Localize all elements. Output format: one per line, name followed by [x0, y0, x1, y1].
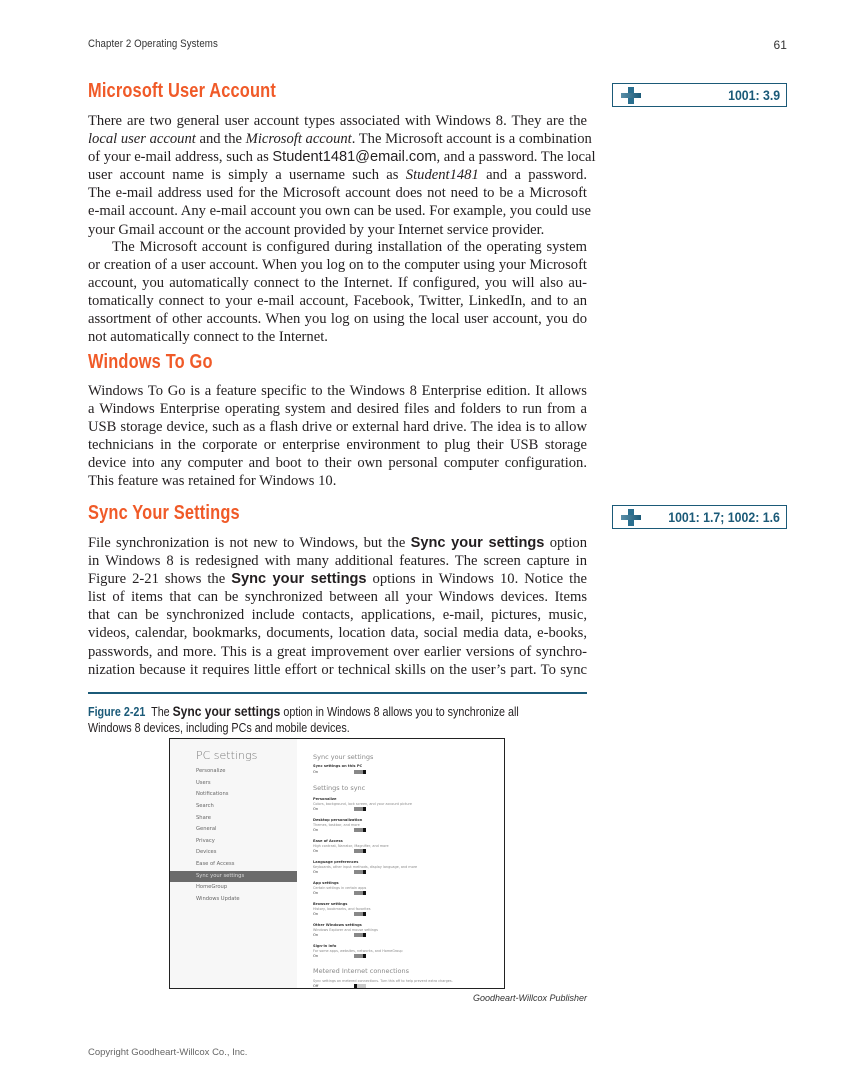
text-run: and the	[195, 131, 246, 148]
setting-desc: Colors, background, lock screen, and your account picture	[313, 802, 412, 806]
text-line: a Windows Enterprise operating system and desired files and folders to run from a	[88, 401, 587, 418]
nav-item-share: Share	[196, 815, 211, 821]
text-run: . The Microsoft account is a combination	[351, 131, 592, 148]
toggle-switch	[354, 891, 366, 895]
text-line: your Gmail account or the account provided by your Internet service provider.	[88, 221, 545, 238]
text-line: device into any computer and boot to their own personal computer configuration.	[88, 455, 587, 472]
text-line: nization because it requires little effort or technical skills on the user’s part. To sync	[88, 661, 587, 678]
setting-state: On	[313, 870, 319, 874]
text-line	[88, 148, 596, 166]
text-run: , and a password. The local	[436, 149, 596, 166]
text-line: account, you automatically connect to the Internet. If configured, you will also au-	[88, 275, 587, 292]
text-line: not automatically connect to the Internet.	[88, 329, 328, 346]
setting-desc: Keyboards, other input methods, display language, and more	[313, 865, 418, 869]
nav-item-general: General	[196, 826, 217, 832]
setting-name: Sign-in info	[313, 944, 337, 948]
setting-state: On	[313, 954, 319, 958]
setting-state: On	[313, 849, 319, 853]
setting-name: Sync settings on this PC	[313, 764, 363, 768]
nav-item-personalize: Personalize	[196, 768, 226, 774]
toggle-switch	[354, 954, 366, 958]
setting-desc: Themes, taskbar, and more	[313, 823, 360, 827]
correlation-label: 1001: 3.9	[727, 87, 780, 103]
setting-desc: Certain settings in certain apps	[313, 886, 367, 890]
plus-icon	[621, 87, 641, 104]
text-run: of your e-mail address, such as	[88, 149, 273, 166]
correlation-badge	[612, 505, 787, 529]
nav-item-users: Users	[196, 780, 211, 786]
text-line	[88, 130, 592, 148]
toggle-switch	[354, 933, 366, 937]
nav-item-devices: Devices	[196, 849, 217, 855]
setting-name: Language preferences	[313, 860, 359, 864]
page-number: 61	[773, 38, 787, 52]
figure-caption	[88, 703, 608, 736]
text-line: USB storage device, such as a flash drive or external hard drive. The idea is to allow	[88, 419, 587, 436]
paragraph	[88, 534, 587, 679]
text-run: options in Windows 10. Notice the	[366, 571, 587, 588]
setting-desc: For some apps, websites, networks, and HomeGroup	[313, 949, 403, 953]
text-line: This feature was retained for Windows 10.	[88, 473, 337, 490]
setting-name: Desktop personalization	[313, 818, 363, 822]
toggle-switch	[354, 770, 366, 774]
settings-section-title: Settings to sync	[313, 784, 366, 792]
text-line: Windows To Go is a feature specific to the Windows 8 Enterprise edition. It allows	[88, 383, 587, 399]
text-line: There are two general user account types associated with Windows 8. They are the	[88, 113, 587, 129]
figure-number: Figure 2-21	[88, 705, 146, 719]
text-line	[88, 166, 587, 184]
correlation-label: 1001: 1.7; 1002: 1.6	[668, 509, 780, 525]
settings-content-pane	[297, 739, 504, 988]
pc-settings-screenshot	[169, 738, 505, 989]
nav-item-windows-update: Windows Update	[196, 896, 240, 902]
setting-state: On	[313, 770, 319, 774]
text-line	[88, 570, 587, 588]
text-line: The e-mail address used for the Microsoft account does not need to be a Microsoft	[88, 185, 587, 202]
setting-name: Ease of Access	[313, 839, 343, 843]
setting-state: On	[313, 828, 319, 832]
figure-rule	[88, 692, 587, 694]
settings-nav-pane	[170, 739, 297, 988]
setting-state: On	[313, 891, 319, 895]
toggle-switch	[354, 828, 366, 832]
text-run: user account name is simply a username such as	[88, 167, 399, 184]
caption-line: Windows 8 devices, including PCs and mobile devices.	[88, 721, 350, 735]
nav-item-notifications: Notifications	[196, 791, 229, 797]
setting-desc: High contrast, Narrator, Magnifier, and more	[313, 844, 389, 848]
metered-section-title: Metered Internet connections	[313, 967, 409, 975]
setting-state: On	[313, 807, 319, 811]
copyright: Copyright Goodheart-Willcox Co., Inc.	[88, 1047, 248, 1058]
setting-state: On	[313, 912, 319, 916]
setting-name: Browser settings	[313, 902, 348, 906]
text-line: that can be synchronized include contacts, applications, e-mail, pictures, music,	[88, 607, 587, 624]
nav-item-ease-of-access: Ease of Access	[196, 861, 235, 867]
setting-state: Off	[313, 984, 319, 988]
text-line: passwords, and more. This is a great improvement over earlier versions of synchro-	[88, 643, 587, 660]
text-line: or creation of a user account. When you log on to the computer using your Microsoft	[88, 257, 587, 274]
email-example: Student1481@email.com	[272, 149, 437, 166]
setting-desc: History, bookmarks, and favorites	[313, 907, 371, 911]
text-line: list of items that can be synchronized between all your Windows devices. Items	[88, 589, 587, 606]
text-line: e-mail account. Any e-mail account you own can be used. For example, you could use	[88, 203, 591, 220]
text-run: Figure 2-21 shows the	[88, 571, 232, 588]
ui-term: Sync your settings	[172, 703, 281, 719]
chapter-title: Chapter 2 Operating Systems	[88, 38, 218, 50]
setting-state: On	[313, 933, 319, 937]
ui-term: Sync your settings	[231, 571, 367, 588]
toggle-switch	[354, 870, 366, 874]
text-run: The	[145, 705, 173, 719]
paragraph	[88, 382, 587, 491]
section-heading-sync-your-settings: Sync Your Settings	[88, 502, 240, 524]
text-line: videos, calendar, bookmarks, documents, location data, social media data, e-books,	[88, 625, 587, 642]
italic-term: local user account	[88, 131, 196, 148]
correlation-badge	[612, 83, 787, 107]
paragraph	[88, 238, 587, 347]
nav-item-privacy: Privacy	[196, 838, 215, 844]
nav-item-homegroup: HomeGroup	[196, 884, 228, 890]
text-run: option	[544, 535, 587, 551]
setting-desc: Sync settings on metered connections. Turn this off to help prevent extra charges.	[313, 979, 453, 983]
text-line: technicians in the corporate or enterprise environment to plug their USB storage	[88, 437, 587, 454]
nav-item-search: Search	[196, 803, 214, 809]
text-line: tomatically connect to your e-mail account, Facebook, Twitter, LinkedIn, and to an	[88, 293, 587, 310]
toggle-switch	[354, 984, 366, 988]
caption-line	[88, 703, 535, 720]
setting-name: Other Windows settings	[313, 923, 362, 927]
text-run: and a password.	[478, 167, 587, 184]
italic-term: Student1481	[405, 167, 479, 184]
section-heading-windows-to-go: Windows To Go	[88, 351, 213, 373]
italic-term: Microsoft account	[245, 131, 352, 148]
plus-icon	[621, 509, 641, 526]
figure-credit: Goodheart-Willcox Publisher	[473, 993, 587, 1003]
text-line: assortment of other accounts. When you log on using the local user account, you do	[88, 311, 587, 328]
text-line: The Microsoft account is configured during installation of the operating system	[112, 239, 587, 255]
setting-desc: Windows Explorer and mouse settings	[313, 928, 378, 932]
text-run: File synchronization is not new to Windows, but the	[88, 535, 411, 551]
toggle-switch	[354, 849, 366, 853]
ui-term: Sync your settings	[410, 535, 545, 551]
paragraph	[88, 112, 596, 239]
sync-section-title: Sync your settings	[313, 753, 374, 761]
nav-item-sync-your-settings: Sync your settings	[170, 871, 297, 882]
section-heading-microsoft-user-account: Microsoft User Account	[88, 80, 276, 102]
setting-name: App settings	[313, 881, 339, 885]
text-line: in Windows 8 is redesigned with many additional features. The screen capture in	[88, 553, 587, 570]
toggle-switch	[354, 807, 366, 811]
text-run: option in Windows 8 allows you to synchronize all	[280, 705, 519, 719]
pc-settings-title: PC settings	[196, 749, 258, 762]
text-line	[88, 534, 587, 552]
toggle-switch	[354, 912, 366, 916]
setting-name: Personalize	[313, 797, 337, 801]
